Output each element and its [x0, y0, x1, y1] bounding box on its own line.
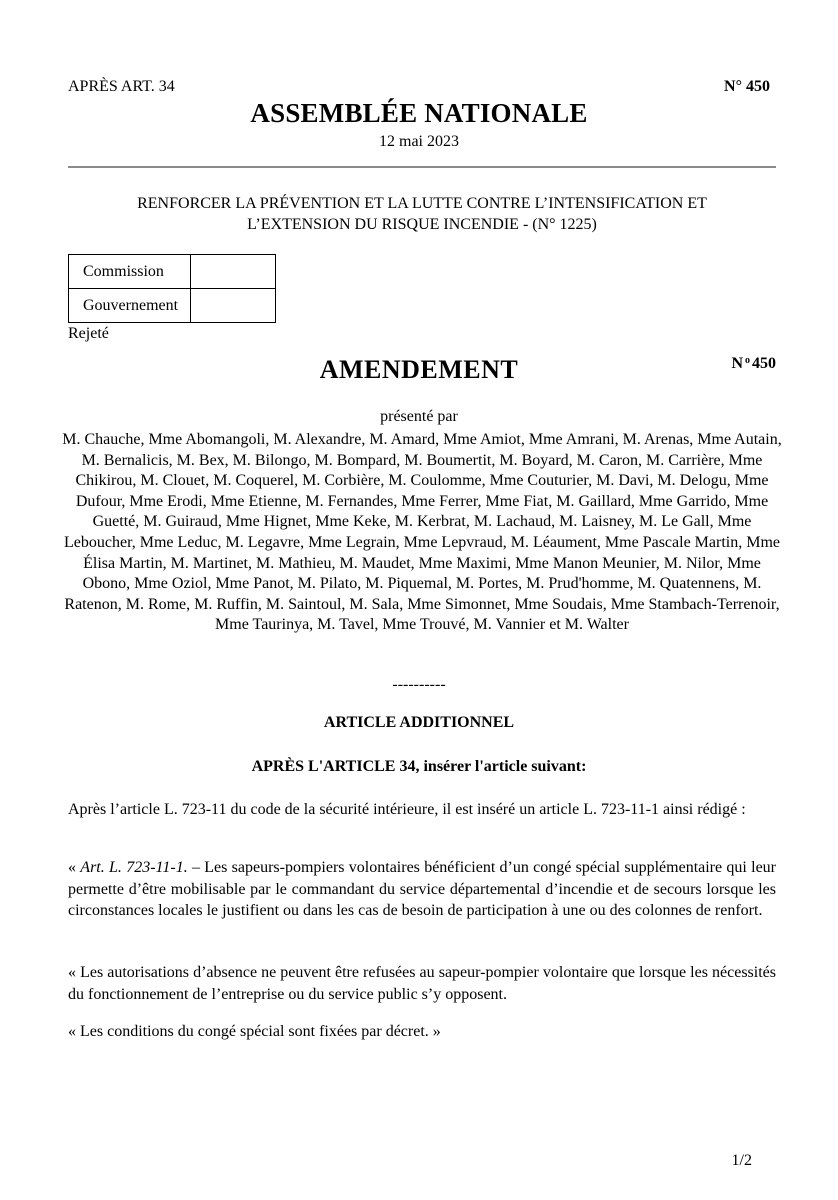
amendment-title: AMENDEMENT — [319, 355, 519, 384]
commission-row — [69, 255, 276, 289]
insertion-instruction: APRÈS L'ARTICLE 34, insérer l'article suivant: — [251, 758, 587, 775]
quote-open: « — [68, 859, 81, 876]
amendment-number-prefix: N — [731, 355, 743, 372]
article-reference: Art. L. 723-11-1. — [80, 859, 188, 876]
presented-by-label: présenté par — [380, 408, 458, 425]
amendment-number — [731, 355, 776, 373]
gouvernement-row — [69, 289, 276, 323]
gouvernement-label: Gouvernement — [69, 289, 191, 323]
header-amendment-number: N° 450 — [724, 78, 770, 95]
document-date: 12 mai 2023 — [379, 133, 459, 150]
paragraph-intro: Après l’article L. 723-11 du code de la sécurité intérieure, il est inséré un article L. 723-11-1 ainsi rédigé : — [68, 801, 746, 818]
authors-list: M. Chauche, Mme Abomangoli, M. Alexandre, M. Amard, Mme Amiot, Mme Amrani, M. Arenas, Mme Autain, M. Bernalicis, M. Bex, M. Bilongo, M. Bompard, M. Boumertit, M. Boyard, M. Caron, M. Carrière, Mme Chikirou, M. Clouet, M. Coquerel, M. Corbière, M. Coulomme, Mme Couturier, M. Davi, M. Delogu, Mme Dufour, Mme Erodi, Mme Etienne, M. Fernandes, Mme Ferrer, Mme Fiat, M. Gaillard, Mme Garrido, Mme Guetté, M. Guiraud, Mme Hignet, Mme Keke, M. Kerbrat, M. Lachaud, M. Laisney, M. Le Gall, Mme Leboucher, Mme Leduc, M. Legavre, Mme Legrain, Mme Lepvraud, M. Léaument, Mme Pascale Martin, Mme Élisa Martin, M. Martinet, M. Mathieu, M. Maudet, Mme Maximi, Mme Manon Meunier, M. Nilor, Mme Obono, Mme Oziol, Mme Panot, M. Pilato, M. Piquemal, M. Portes, M. Prud'homme, M. Quatennens, M. Ratenon, M. Rome, M. Ruffin, M. Saintoul, M. Sala, Mme Simonnet, Mme Soudais, Mme Stambach-Terrenoir, Mme Taurinya, M. Tavel, Mme Trouvé, M. Vannier et M. Walter — [62, 431, 782, 634]
amendment-number-sup: o — [745, 355, 750, 366]
commission-value — [191, 255, 276, 289]
separator-line: ---------- — [392, 676, 446, 693]
gouvernement-value — [191, 289, 276, 323]
header-divider — [68, 166, 776, 168]
bill-title: RENFORCER LA PRÉVENTION ET LA LUTTE CONTRE L’INTENSIFICATION ET L’EXTENSION DU RISQUE INCENDIE - (N° 1225) — [137, 195, 707, 233]
article-body: – Les sapeurs-pompiers volontaires bénéficient d’un congé spécial supplémentaire qui leur permette d’être mobilisable par le commandant du service départemental d’incendie et de secours lorsque les circonstances locales le justifient ou dans les cas de besoin de participation à une ou des colonnes de renfort. — [68, 859, 777, 919]
decision-status: Rejeté — [68, 325, 109, 342]
paragraph-article-text — [68, 857, 776, 922]
amendment-number-value: 450 — [752, 355, 776, 372]
position-label: APRÈS ART. 34 — [68, 78, 175, 95]
paragraph-conditions: « Les conditions du congé spécial sont fixées par décret. » — [68, 1023, 441, 1040]
page-number: 1/2 — [731, 1152, 752, 1169]
article-heading: ARTICLE ADDITIONNEL — [323, 714, 515, 731]
opinion-table — [68, 254, 276, 323]
assembly-name: ASSEMBLÉE NATIONALE — [250, 98, 588, 128]
paragraph-absence: « Les autorisations d’absence ne peuvent être refusées au sapeur-pompier volontaire que lorsque les nécessités du fonctionnement de l’entreprise ou du service public s’y opposent. — [68, 964, 776, 1003]
commission-label: Commission — [69, 255, 191, 289]
